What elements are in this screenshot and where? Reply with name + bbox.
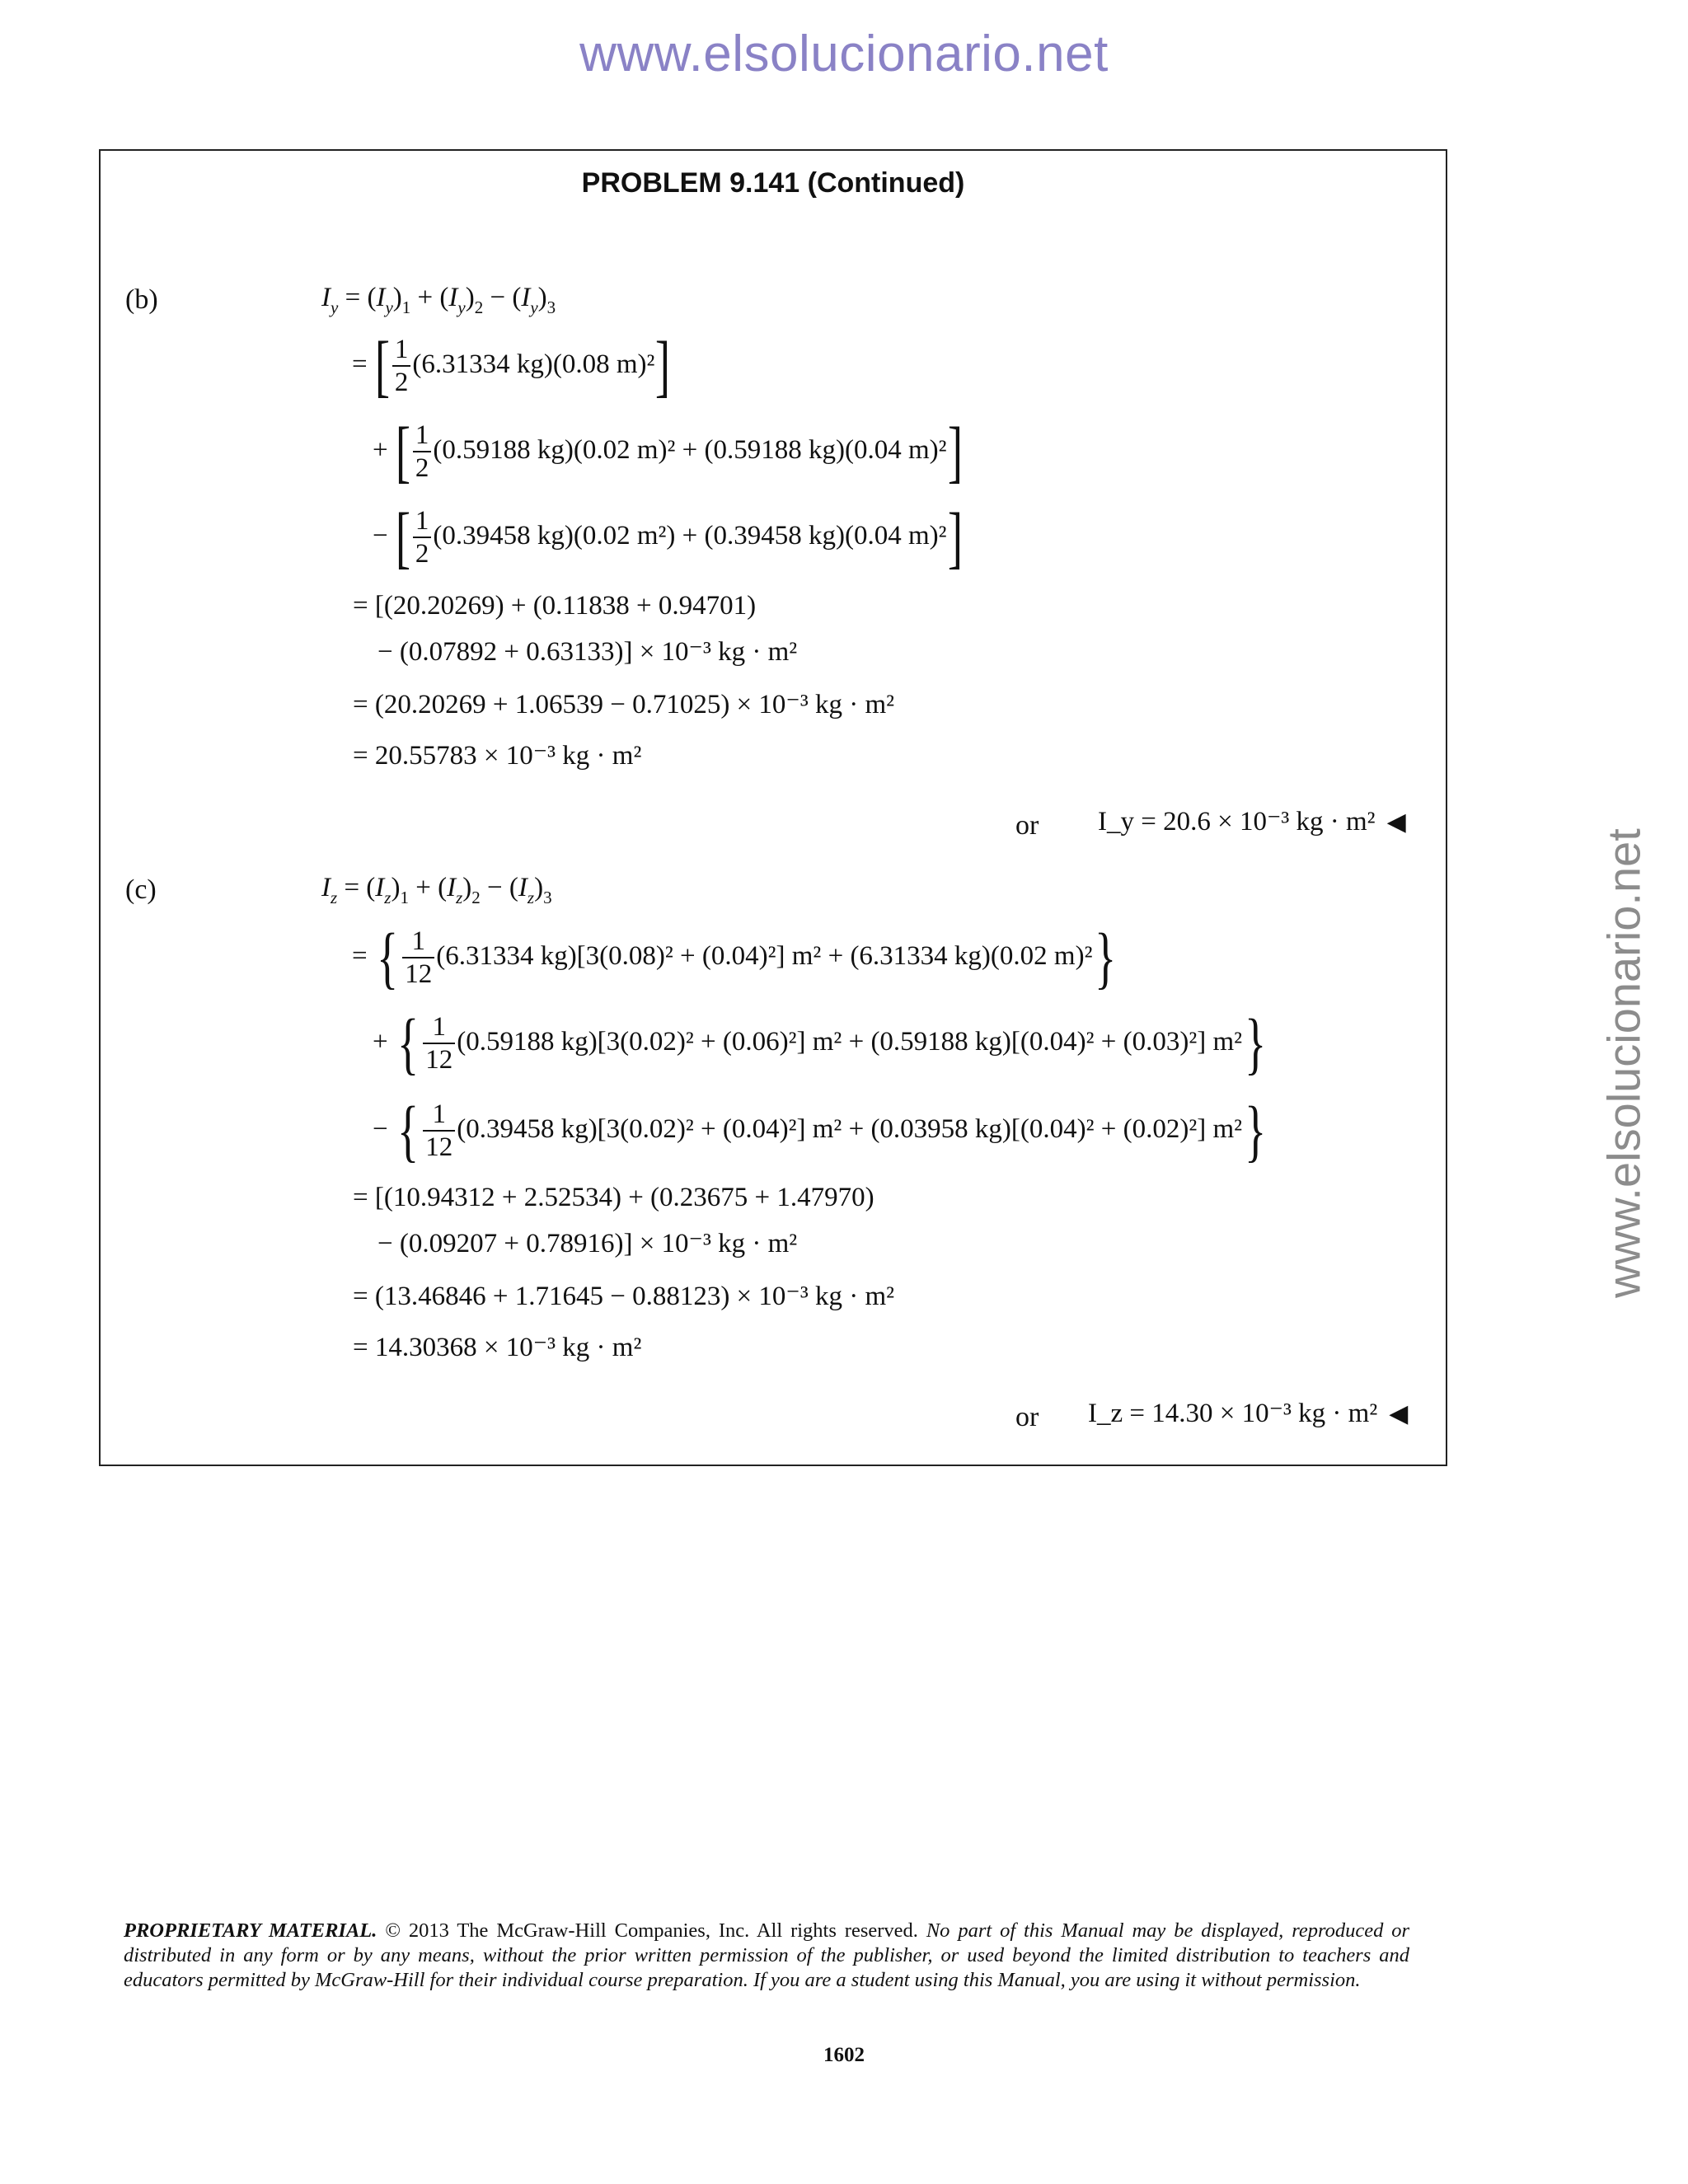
part-b-label: (b): [125, 284, 158, 315]
part-c-line-1: = { $\frac{1}{12}$ (6.31334 kg)[3(0.08)² + (0.04)²] m² + (6.31334 kg)(0.02 m)²}: [352, 919, 1117, 996]
part-c-label: (c): [125, 874, 157, 905]
part-c-or: or: [1015, 1402, 1039, 1432]
part-b-line-2: + [ $\frac{1}{2}$ (0.59188 kg)(0.02 m)² + (0.59188 kg)(0.04 m)²]: [373, 413, 963, 490]
answer-marker-icon: ◀: [1386, 808, 1406, 836]
part-b-line-3: − [ $\frac{1}{2}$ (0.39458 kg)(0.02 m²) + (0.39458 kg)(0.04 m)²]: [373, 499, 963, 576]
part-c-line-5: − (0.09207 + 0.78916)] × 10⁻³ kg · m²: [377, 1229, 798, 1258]
solution-frame: [99, 149, 1447, 1466]
part-b-or: or: [1015, 810, 1039, 841]
part-b-eq-head: $I_y = (I_y)_1 + (I_y)_2 - (I_y)_3$: [321, 283, 556, 317]
part-c-line-4: = [(10.94312 + 2.52534) + (0.23675 + 1.47970): [353, 1183, 874, 1212]
footer-copyright: © 2013 The McGraw-Hill Companies, Inc. All rights reserved.: [385, 1919, 918, 1942]
part-c-line-3: − { $\frac{1}{12}$ (0.39458 kg)[3(0.02)² + (0.04)²] m² + (0.03958 kg)[(0.04)² + (0.02)²] m²}: [373, 1092, 1267, 1169]
footer-notice: No part of this Manual may be displayed, reproduced or distributed in any form or by any means, without the prior written permission of the publisher, or used beyond the limited distribution to teachers and educators permitted by McGraw-Hill for their individual course preparation. If you are a student using this Manual, you are using it without permission.: [124, 1919, 1410, 1991]
watermark-top: www.elsolucionario.net: [579, 26, 1109, 82]
part-b-line-5: − (0.07892 + 0.63133)] × 10⁻³ kg · m²: [377, 637, 798, 667]
part-c-line-2: + { $\frac{1}{12}$ (0.59188 kg)[3(0.02)² + (0.06)²] m² + (0.59188 kg)[(0.04)² + (0.03)²] m²}: [373, 1005, 1267, 1082]
copyright-footer: [124, 1919, 1409, 1993]
problem-title: PROBLEM 9.141 (Continued): [581, 167, 965, 199]
part-b-line-1: = [ $\frac{1}{2}$ (6.31334 kg)(0.08 m)²]: [352, 327, 671, 405]
part-c-answer: I_z = 14.30 × 10⁻³ kg · m² ◀: [1088, 1399, 1409, 1428]
answer-marker-icon: ◀: [1389, 1400, 1409, 1427]
watermark-side-text: www.elsolucionario.net: [1597, 828, 1650, 1298]
part-c-line-7: = 14.30368 × 10⁻³ kg · m²: [353, 1333, 642, 1362]
part-c-line-6: = (13.46846 + 1.71645 − 0.88123) × 10⁻³ kg · m²: [353, 1282, 895, 1311]
part-c-eq-head: $I_z = (I_z)_1 + (I_z)_2 - (I_z)_3$: [321, 873, 552, 907]
part-b-line-7: = 20.55783 × 10⁻³ kg · m²: [353, 741, 642, 771]
footer-lead: PROPRIETARY MATERIAL.: [124, 1919, 377, 1942]
part-b-line-6: = (20.20269 + 1.06539 − 0.71025) × 10⁻³ kg · m²: [353, 690, 895, 719]
part-b-line-4: = [(20.20269) + (0.11838 + 0.94701): [353, 591, 757, 621]
page-number: 1602: [823, 2044, 865, 2066]
part-b-answer: I_y = 20.6 × 10⁻³ kg · m² ◀: [1098, 807, 1406, 837]
